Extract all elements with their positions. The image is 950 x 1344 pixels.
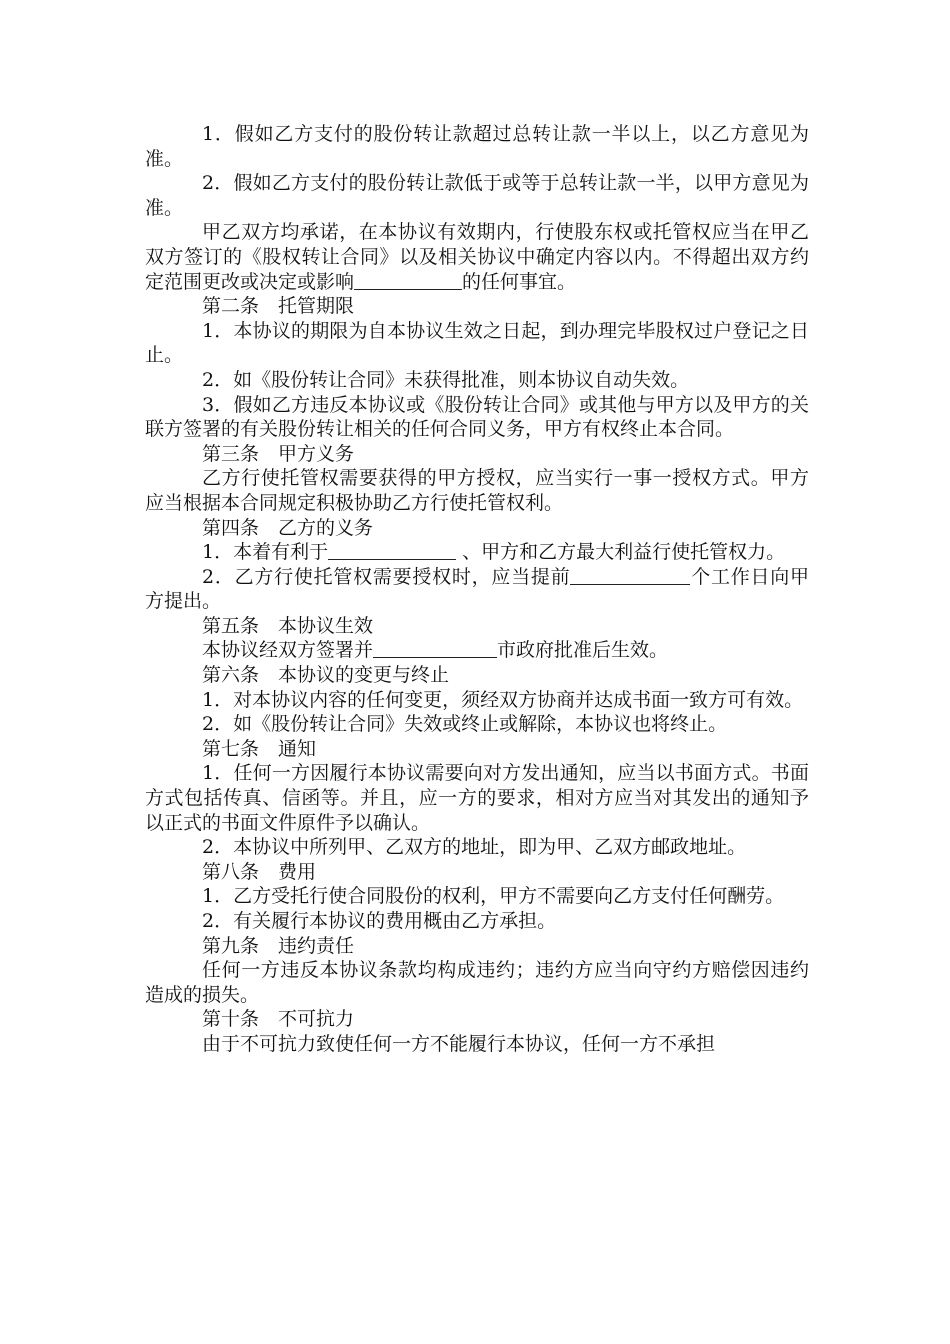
paragraph-text: 第十条 不可抗力 bbox=[202, 1008, 355, 1031]
paragraph-text: 甲乙双方均承诺，在本协议有效期内，行使股东权或托管权应当在甲乙双方签订的《股权转让合同》以及相关协议中确定内容以内。不得超出双方约定范围更改或决定或影响 bbox=[145, 221, 809, 293]
paragraph bbox=[145, 614, 809, 639]
paragraph-text: 乙方行使托管权需要获得的甲方授权，应当实行一事一授权方式。甲方应当根据本合同规定积极协助乙方行使托管权利。 bbox=[145, 467, 809, 514]
paragraph bbox=[145, 540, 809, 565]
paragraph-text: 个工作日向甲方提出。 bbox=[145, 565, 809, 613]
paragraph-text: 2．本协议中所列甲、乙双方的地址，即为甲、乙双方邮政地址。 bbox=[202, 836, 747, 859]
paragraph-text: 、甲方和乙方最大利益行使托管权力。 bbox=[456, 541, 786, 564]
paragraph bbox=[145, 958, 809, 1007]
paragraph bbox=[145, 294, 809, 319]
paragraph-text: 第二条 托管期限 bbox=[202, 295, 355, 318]
paragraph-text: 1．假如乙方支付的股份转让款超过总转让款一半以上，以乙方意见为准。 bbox=[145, 123, 809, 170]
paragraph-text: 由于不可抗力致使任何一方不能履行本协议，任何一方不承担 bbox=[202, 1032, 716, 1055]
paragraph bbox=[145, 516, 809, 541]
paragraph-text: 1．本着有利于 bbox=[202, 541, 329, 564]
paragraph bbox=[145, 761, 809, 835]
paragraph-text: 2．如《股份转让合同》未获得批准，则本协议自动失效。 bbox=[202, 368, 690, 391]
fill-in-blank bbox=[373, 639, 497, 658]
paragraph-text: 3．假如乙方违反本协议或《股份转让合同》或其他与甲方以及甲方的关联方签署的有关股份转让相关的任何合同义务，甲方有权终止本合同。 bbox=[145, 393, 809, 441]
paragraph bbox=[145, 442, 809, 467]
paragraph-text: 第四条 乙方的义务 bbox=[202, 516, 374, 539]
paragraph-text: 市政府批准后生效。 bbox=[497, 639, 669, 662]
paragraph-text: 1．对本协议内容的任何变更，须经双方协商并达成书面一致方可有效。 bbox=[202, 688, 804, 711]
paragraph-text: 2．如《股份转让合同》失效或终止或解除，本协议也将终止。 bbox=[202, 713, 728, 736]
paragraph-text: 1．乙方受托行使合同股份的权利，甲方不需要向乙方支付任何酬劳。 bbox=[202, 885, 785, 908]
paragraph-text: 1．本协议的期限为自本协议生效之日起，到办理完毕股权过户登记之日止。 bbox=[145, 319, 809, 367]
paragraph bbox=[145, 638, 809, 663]
paragraph-text: 2．有关履行本协议的费用概由乙方承担。 bbox=[202, 910, 557, 932]
paragraph-text: 第九条 违约责任 bbox=[202, 934, 355, 957]
paragraph-text: 本协议经双方签署并 bbox=[202, 639, 374, 662]
paragraph-text: 第五条 本协议生效 bbox=[202, 614, 374, 637]
paragraph-text: 1．任何一方因履行本协议需要向对方发出通知，应当以书面方式。书面方式包括传真、信函等。并且，应一方的要求，相对方应当对其发出的通知予以正式的书面文件原件予以确认。 bbox=[145, 762, 809, 834]
document-body bbox=[145, 122, 809, 1057]
paragraph bbox=[145, 393, 809, 442]
paragraph bbox=[145, 319, 809, 368]
paragraph-text: 2．乙方行使托管权需要授权时，应当提前 bbox=[202, 565, 571, 588]
paragraph-text: 的任何事宜。 bbox=[462, 270, 577, 293]
paragraph-text: 第七条 通知 bbox=[202, 737, 317, 760]
paragraph bbox=[145, 737, 809, 762]
fill-in-blank bbox=[354, 271, 462, 290]
fill-in-blank bbox=[328, 541, 456, 560]
paragraph-text: 第三条 甲方义务 bbox=[202, 442, 355, 465]
paragraph bbox=[145, 663, 809, 688]
paragraph-text: 第八条 费用 bbox=[202, 860, 317, 883]
paragraph bbox=[145, 835, 809, 860]
paragraph bbox=[145, 122, 809, 171]
paragraph-text: 第六条 本协议的变更与终止 bbox=[202, 664, 450, 687]
paragraph bbox=[145, 368, 809, 393]
paragraph bbox=[145, 466, 809, 515]
paragraph bbox=[145, 171, 809, 220]
paragraph-text: 任何一方违反本协议条款均构成违约；违约方应当向守约方赔偿因违约造成的损失。 bbox=[145, 959, 809, 1006]
paragraph bbox=[145, 884, 809, 909]
paragraph bbox=[145, 909, 809, 934]
paragraph bbox=[145, 220, 809, 294]
paragraph bbox=[145, 934, 809, 959]
paragraph bbox=[145, 712, 809, 737]
paragraph-text: 2．假如乙方支付的股份转让款低于或等于总转让款一半，以甲方意见为准。 bbox=[145, 172, 809, 219]
paragraph bbox=[145, 1007, 809, 1032]
paragraph bbox=[145, 860, 809, 885]
paragraph bbox=[145, 565, 809, 614]
paragraph bbox=[145, 688, 809, 713]
fill-in-blank bbox=[570, 566, 690, 585]
paragraph bbox=[145, 1032, 809, 1057]
